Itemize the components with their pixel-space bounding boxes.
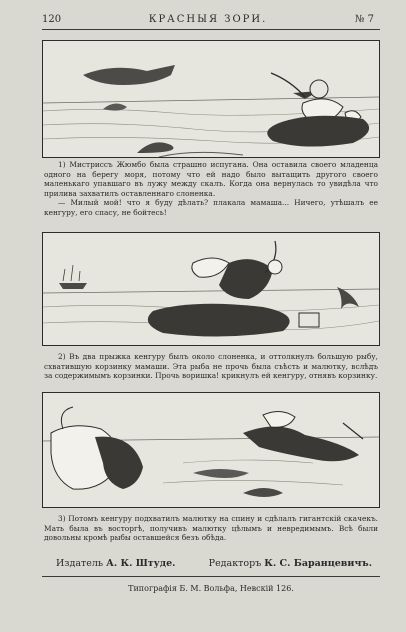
publisher-name: А. К. Штуде.	[106, 558, 176, 569]
magazine-title: КРАСНЫЯ ЗОРИ.	[148, 14, 268, 25]
page-number: 120	[42, 14, 62, 25]
caption-1-paragraph-2: — Милый мой! что я буду дѣлать? плакала мамаша... Ничего, утѣшалъ ее кенгуру, его спасу, не бойтесь!	[44, 198, 378, 217]
issue-number: № 7	[354, 14, 374, 25]
caption-panel-1	[44, 160, 378, 218]
caption-panel-2	[44, 352, 378, 381]
publisher-credit	[56, 558, 175, 569]
caption-1-paragraph-1: 1) Мистриссъ Жюмбо была страшно испугана. Она оставила своего младенца одного на берегу моря, потому что ей надо было вытащить другого своего маленькаго упавшаго въ лужу между скалъ. Когда она вернулась то увидѣла что прилива захватилъ оставленнаго слоненка.	[44, 160, 378, 198]
publisher-label: Издатель	[56, 558, 104, 569]
panel-3-illustration	[43, 393, 379, 507]
panel-1-illustration	[43, 41, 379, 157]
caption-2-paragraph: 2) Въ два прыжка кенгуру былъ около слоненка, и оттолкнулъ большую рыбу, схватившую корзинку мамаши. Эта рыба не прочь была съѣсть и малютку, вслѣдъ за содержимымъ корзинки. Прочь воришка! крикнулъ ей кенгуру, отнявъ корзинку.	[44, 352, 378, 381]
comic-panel-3	[42, 392, 380, 508]
credits-line	[56, 558, 372, 572]
footer-rule	[42, 576, 380, 577]
panel-2-illustration	[43, 233, 379, 345]
printer-imprint: Типографія Б. М. Вольфа, Невскій 126.	[128, 584, 294, 593]
comic-panel-2	[42, 232, 380, 346]
caption-3-paragraph: 3) Потомъ кенгуру подхватилъ малютку на спину и сдѣлалъ гигантскій скачекъ. Мать была въ восторгѣ, получивъ малютку цѣлымъ и невредимымъ. Всѣ были довольны кромѣ рыбы оставшейся безъ обѣда.	[44, 514, 378, 543]
editor-name: К. С. Баранцевичъ.	[264, 558, 372, 569]
header-rule	[42, 29, 380, 30]
editor-credit	[209, 558, 372, 569]
editor-label: Редакторъ	[208, 558, 262, 569]
comic-panel-1	[42, 40, 380, 158]
caption-panel-3	[44, 514, 378, 543]
running-header	[42, 12, 374, 28]
